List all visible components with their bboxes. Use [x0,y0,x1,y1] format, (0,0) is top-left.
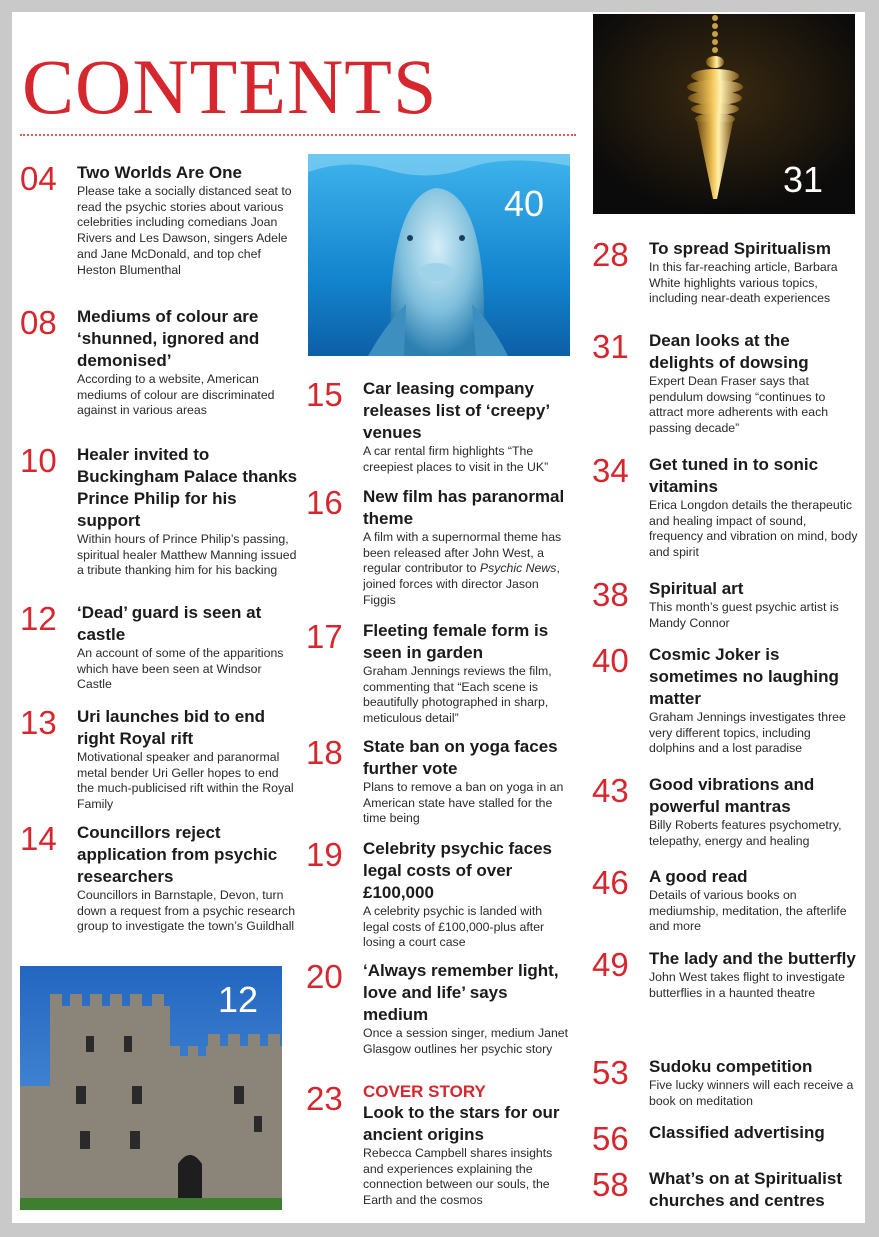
entry-description: An account of some of the apparitions which have been seen at Windsor Castle [77,646,284,692]
entry-title: Look to the stars for our ancient origins [363,1103,560,1144]
page-number: 58 [592,1166,629,1203]
page-title: CONTENTS [22,43,438,130]
entry-description: Erica Longdon details the therapeutic and healing impact of sound, frequency and vibration on mind, body and spirit [649,498,858,560]
entry-description: Expert Dean Fraser says that pendulum dowsing “continues to attract more adherents with each passing decade” [649,374,829,436]
entry-title: ‘Always remember light, love and life’ says medium [363,961,559,1024]
entry-description: John West takes flight to investigate butterflies in a haunted theatre [649,970,845,1000]
dolphin-page-number: 40 [504,183,545,224]
entry-description: Graham Jennings investigates three very different topics, including dolphins and a lost paradise [649,710,846,756]
page-number: 19 [306,836,343,873]
page-number: 34 [592,452,629,489]
page-number: 18 [306,734,343,771]
page-number: 08 [20,304,57,341]
entry-title: Get tuned in to sonic vitamins [649,455,819,496]
cover-story-kicker: COVER STORY [363,1082,486,1101]
page-number: 53 [592,1054,629,1091]
page-number: 20 [306,958,343,995]
entry-title: Car leasing company releases list of ‘creepy’ venues [363,379,550,442]
entry-description: Plans to remove a ban on yoga in an American state have stalled for the time being [363,780,564,826]
page-number: 38 [592,576,629,613]
entry-description: This month’s guest psychic artist is Mandy Connor [649,600,839,630]
title-divider [20,134,576,136]
entry-description: Please take a socially distanced seat to read the psychic stories about various celebrities including comedians Joan Rivers and Les Dawson, singers Adele and Jane McDonald, and top chef Heston Blumenthal [77,184,292,277]
page-number: 56 [592,1120,629,1157]
entry-title: Two Worlds Are One [77,163,242,182]
page-number: 16 [306,484,343,521]
entry-title: To spread Spiritualism [649,239,832,258]
page-number: 49 [592,946,629,983]
page-number: 17 [306,618,343,655]
page-number: 23 [306,1080,343,1117]
entry-title: What’s on at Spiritualist churches and centres [649,1169,842,1210]
entry-description: A car rental firm highlights “The creepiest places to visit in the UK” [363,444,549,474]
entry-title: A good read [649,867,748,886]
page-number: 14 [20,820,57,857]
entry-description: Rebecca Campbell shares insights and experiences explaining the connection between our souls, the Earth and the cosmos [363,1146,553,1208]
entry-title: Spiritual art [649,579,744,598]
entry-description: In this far-reaching article, Barbara White highlights various topics, including near-death experiences [649,260,838,306]
entry-title: Councillors reject application from psychic researchers [77,823,278,886]
entry-title: ‘Dead’ guard is seen at castle [77,603,262,644]
page-number: 31 [592,328,629,365]
entry-title: New film has paranormal theme [363,487,565,528]
entry-description: A film with a supernormal theme has been released after John West, a regular contributor to Psychic News, joined forces with director Jason Figgis [363,530,562,607]
page-number: 15 [306,376,343,413]
entry-description: According to a website, American mediums of colour are discriminated against in various areas [77,372,275,418]
page-number: 10 [20,442,57,479]
entry-title: Sudoku competition [649,1057,813,1076]
entry-title: Mediums of colour are ‘shunned, ignored and demonised’ [77,307,260,370]
entry-description: Councillors in Barnstaple, Devon, turn down a request from a psychic research group to investigate the town’s Guildhall [77,888,296,934]
entry-title: Fleeting female form is seen in garden [363,621,549,662]
entry-description: Graham Jennings reviews the film, commenting that “Each scene is beautifully photographed in sharp, meticulous detail” [363,664,552,726]
entry-title: Celebrity psychic faces legal costs of over £100,000 [363,839,552,902]
entry-title: Dean looks at the delights of dowsing [649,331,809,372]
entry-description: Five lucky winners will each receive a book on meditation [649,1078,854,1108]
entry-description: Once a session singer, medium Janet Glasgow outlines her psychic story [363,1026,569,1056]
page-number: 46 [592,864,629,901]
page-number: 43 [592,772,629,809]
entry-description: Billy Roberts features psychometry, telepathy, energy and healing [649,818,842,848]
castle-page-number: 12 [218,979,259,1020]
entry-title: State ban on yoga faces further vote [363,737,558,778]
contents-page [12,12,865,1223]
page-number: 12 [20,600,57,637]
entry-title: Classified advertising [649,1123,825,1142]
dolphin-photo [308,154,570,356]
entry-title: The lady and the butterfly [649,949,856,968]
pendulum-page-number: 31 [783,159,824,200]
page-number: 40 [592,642,629,679]
entry-description: Details of various books on mediumship, meditation, the afterlife and more [649,888,847,934]
entry-title: Cosmic Joker is sometimes no laughing matter [649,645,839,708]
page-number: 04 [20,160,57,197]
page-number: 28 [592,236,629,273]
entry-description: A celebrity psychic is landed with legal costs of £100,000-plus after losing a court case [363,904,545,950]
entry-description: Within hours of Prince Philip’s passing, spiritual healer Matthew Manning issued a tribute thanking him for his backing [77,532,297,578]
entry-description: Motivational speaker and paranormal metal bender Uri Geller hopes to end the much-publicised rift within the Royal Family [77,750,294,812]
entry-title: Uri launches bid to end right Royal rift [77,707,265,748]
pendulum-photo [593,14,855,214]
entry-title: Good vibrations and powerful mantras [649,775,815,816]
page-number: 13 [20,704,57,741]
entry-title: Healer invited to Buckingham Palace thanks Prince Philip for his support [77,445,298,530]
castle-photo [20,966,282,1210]
